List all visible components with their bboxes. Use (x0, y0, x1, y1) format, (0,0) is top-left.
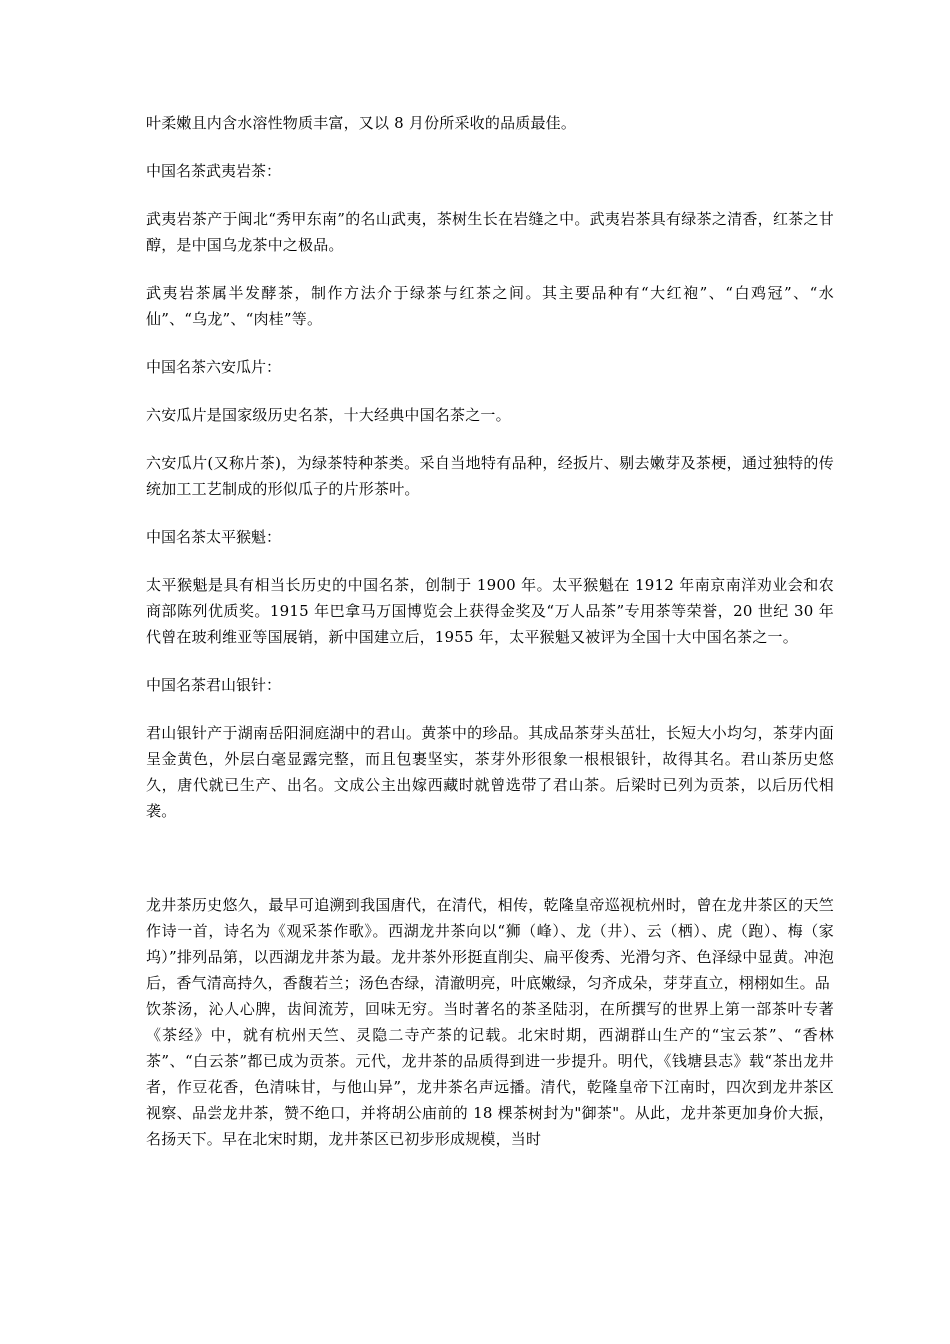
paragraph-luan-process: 六安瓜片(又称片茶)，为绿茶特种茶类。采自当地特有品种，经扳片、剔去嫩芽及茶梗，通过独特的传统加工工艺制成的形似瓜子的片形茶叶。 (146, 454, 834, 498)
paragraph-wuyi-origin: 武夷岩茶产于闽北“秀甲东南”的名山武夷，茶树生长在岩缝之中。武夷岩茶具有绿茶之清香，红茶之甘醇，是中国乌龙茶中之极品。 (146, 210, 834, 254)
paragraph-taiping-history: 太平猴魁是具有相当长历史的中国名茶，创制于 1900 年。太平猴魁在 1912 年南京南洋劝业会和农商部陈列优质奖。1915 年巴拿马万国博览会上获得金奖及“万人品茶”专用茶等荣誉，20 世纪 30 年代曾在玻利维亚等国展销，新中国建立后，1955 年，太平猴魁又被评为全国十大中国名茶之一。 (146, 576, 834, 646)
paragraph-longjing-continued: 饮茶汤，沁人心脾，齿间流芳，回味无穷。当时著名的茶圣陆羽，在所撰写的世界上第一部茶叶专著《茶经》中，就有杭州天竺、灵隐二寺产茶的记载。北宋时期，西湖群山生产的“宝云茶”、“香林茶”、“白云茶”都已成为贡茶。元代，龙井茶的品质得到进一步提升。明代，《钱塘县志》载“茶出龙井者，作豆花香，色清味甘，与他山异”，龙井茶名声远播。清代，乾隆皇帝下江南时，四次到龙井茶区视察、品尝龙井茶，赞不绝口，并将胡公庙前的 18 棵茶树封为"御茶"。从此，龙井茶更加身价大振，名扬天下。早在北宋时期，龙井茶区已初步形成规模，当时 (146, 1000, 834, 1148)
paragraph-wuyi-varieties: 武夷岩茶属半发酵茶，制作方法介于绿茶与红茶之间。其主要品种有“大红袍”、“白鸡冠”、“水仙”、“乌龙”、“肉桂”等。 (146, 284, 834, 328)
heading-wuyi-yancha: 中国名茶武夷岩茶： (146, 162, 282, 180)
section-gap (146, 824, 834, 892)
heading-luan-guapian: 中国名茶六安瓜片： (146, 358, 282, 376)
heading-taiping-houkui: 中国名茶太平猴魁： (146, 528, 282, 546)
paragraph-longjing-history: 龙井茶历史悠久，最早可追溯到我国唐代，在清代，相传，乾隆皇帝巡视杭州时，曾在龙井茶区的天竺作诗一首，诗名为《观采茶作歌》。西湖龙井茶向以“狮（峰）、龙（井）、云（栖）、虎（跑）、梅（家坞）”排列品第，以西湖龙井茶为最。龙井茶外形挺直削尖、扁平俊秀、光滑匀齐、色泽绿中显黄。冲泡后，香气清高持久，香馥若兰；汤色杏绿，清澈明亮，叶底嫩绿，匀齐成朵，芽芽直立，栩栩如生。品 (146, 896, 834, 992)
paragraph-junshan-description: 君山银针产于湖南岳阳洞庭湖中的君山。黄茶中的珍品。其成品茶芽头茁壮，长短大小均匀，茶芽内面呈金黄色，外层白毫显露完整，而且包裹坚实，茶芽外形很象一根根银针，故得其名。君山茶历史悠久，唐代就已生产、出名。文成公主出嫁西藏时就曾选带了君山茶。后梁时已列为贡茶，以后历代相袭。 (146, 724, 834, 820)
paragraph-tea-harvest: 叶柔嫩且内含水溶性物质丰富，又以 8 月份所采收的品质最佳。 (146, 114, 577, 132)
paragraph-luan-intro: 六安瓜片是国家级历史名茶，十大经典中国名茶之一。 (146, 406, 511, 424)
document-page (146, 110, 834, 1152)
heading-junshan-yinzhen: 中国名茶君山银针： (146, 676, 282, 694)
